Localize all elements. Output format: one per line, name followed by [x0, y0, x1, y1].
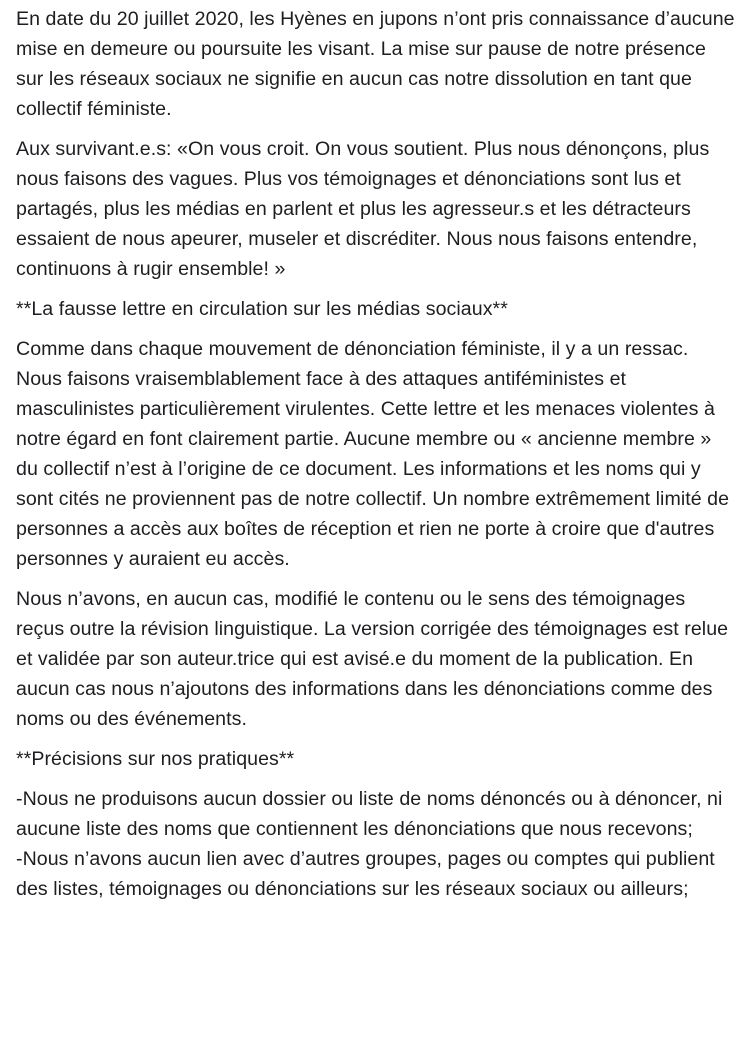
practices-list: [16, 784, 736, 904]
paragraph-editing-policy: Nous n’avons, en aucun cas, modifié le contenu ou le sens des témoignages reçus outre la révision linguistique. La version corrigée des témoignages est relue et validée par son auteur.trice qui est avisé.e du moment de la publication. En aucun cas nous n’ajoutons des informations dans les dénonciations comme des noms ou des événements.: [16, 588, 729, 730]
bottom-fade: [0, 1018, 748, 1058]
practice-item-no-lists: -Nous ne produisons aucun dossier ou liste de noms dénoncés ou à dénoncer, ni aucune liste des noms que contiennent les dénonciations que nous recevons;: [16, 788, 723, 840]
practice-item-no-links: -Nous n’avons aucun lien avec d’autres groupes, pages ou comptes qui publient des listes, témoignages ou dénonciations sur les réseaux sociaux ou ailleurs;: [16, 848, 715, 900]
section-heading-practices: **Précisions sur nos pratiques**: [16, 748, 295, 770]
post-body: [16, 4, 736, 904]
paragraph-survivors-message: Aux survivant.e.s: «On vous croit. On vous soutient. Plus nous dénonçons, plus nous faisons des vagues. Plus vos témoignages et dénonciations sont lus et partagés, plus les médias en parlent et plus les agresseur.s et les détracteurs essaient de nous apeurer, museler et discréditer. Nous nous faisons entendre, continuons à rugir ensemble! »: [16, 138, 710, 280]
paragraph-fake-letter: Comme dans chaque mouvement de dénonciation féministe, il y a un ressac. Nous faisons vraisemblablement face à des attaques antiféministes et masculinistes particulièrement virulentes. Cette lettre et les menaces violentes à notre égard en font clairement partie. Aucune membre ou « ancienne membre » du collectif n’est à l’origine de ce document. Les informations et les noms qui y sont cités ne proviennent pas de notre collectif. Un nombre extrêmement limité de personnes a accès aux boîtes de réception et rien ne porte à croire que d'autres personnes y auraient eu accès.: [16, 338, 730, 570]
section-heading-fake-letter: **La fausse lettre en circulation sur les médias sociaux**: [16, 298, 508, 320]
paragraph-date-notice: En date du 20 juillet 2020, les Hyènes en jupons n’ont pris connaissance d’aucune mise en demeure ou poursuite les visant. La mise sur pause de notre présence sur les réseaux sociaux ne signifie en aucun cas notre dissolution en tant que collectif féministe.: [16, 8, 735, 120]
